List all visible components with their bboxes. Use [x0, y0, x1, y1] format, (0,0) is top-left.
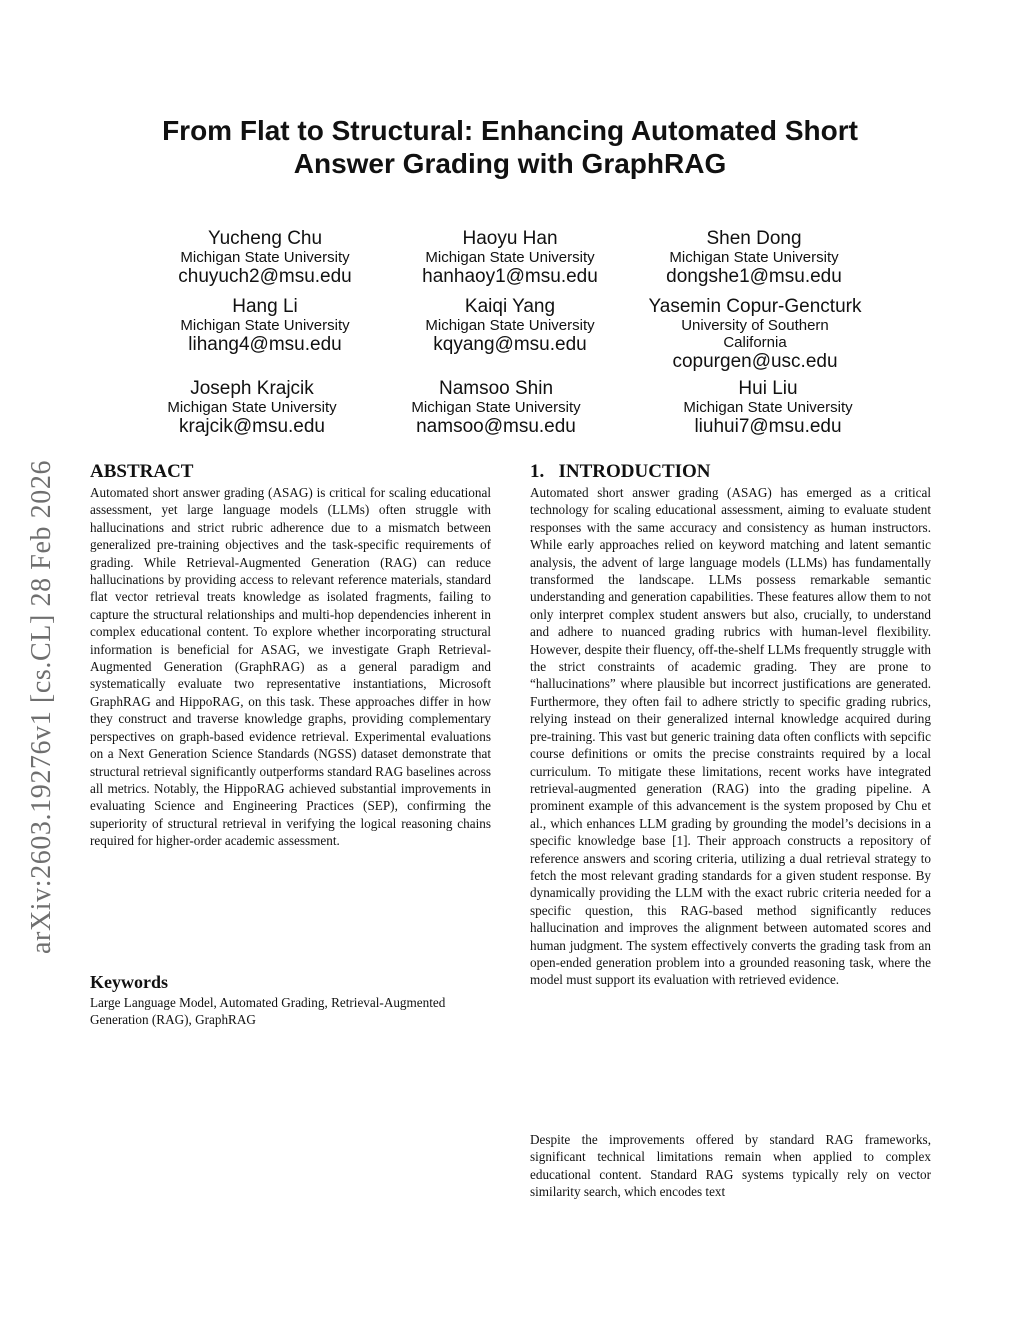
keywords-heading: Keywords: [90, 972, 168, 992]
author-name: Namsoo Shin: [438, 378, 554, 399]
author-affiliation: Michigan State University: [167, 399, 337, 416]
author-block: [390, 296, 630, 355]
author-name: Kaiqi Yang: [464, 296, 556, 317]
author-block: [648, 378, 888, 437]
author-name: Haoyu Han: [462, 228, 558, 249]
author-email: krajcik@msu.edu: [179, 416, 325, 437]
author-block: [634, 228, 874, 287]
author-affiliation: Michigan State University: [180, 317, 350, 334]
author-block: [376, 378, 616, 437]
author-block: [145, 296, 385, 355]
author-affiliation: Michigan State University: [180, 249, 350, 266]
keywords-text: Large Language Model, Automated Grading, Retrieval-Augmented Generation (RAG), GraphRAG: [90, 995, 446, 1028]
author-name: Hang Li: [232, 296, 298, 317]
author-name: Yasemin Copur-Gencturk: [648, 296, 862, 317]
author-email: liuhui7@msu.edu: [694, 416, 842, 437]
author-email: chuyuch2@msu.edu: [178, 266, 352, 287]
author-affiliation: Michigan State University: [411, 399, 581, 416]
author-affiliation: Michigan State University: [683, 399, 853, 416]
author-email: namsoo@msu.edu: [416, 416, 576, 437]
author-affiliation: Michigan State University: [669, 249, 839, 266]
abstract-heading: ABSTRACT: [90, 461, 194, 482]
author-affiliation: Michigan State University: [425, 249, 595, 266]
author-name: Hui Liu: [738, 378, 798, 399]
abstract-text: Automated short answer grading (ASAG) is critical for scaling educational assessment, yet large language models (LLMs) often struggle with hallucinations and strict rubric adherence due to a mismatch between generalized pre-training objectives and the task-specific requirements of grading. While Retrieval-Augmented Generation (RAG) can reduce hallucinations by providing access to relevant reference materials, standard flat vector retrieval treats knowledge as isolated fragments, failing to capture the structural relationships and multi-hop dependencies inherent in complex educational content. To explore whether incorporating structural information is beneficial for ASAG, we investigate Graph Retrieval-Augmented Generation (GraphRAG) as a general paradigm and systematically evaluate two representative instantiations, Microsoft GraphRAG and HippoRAG, on this task. These approaches differ in how they construct and traverse knowledge graphs, providing complementary perspectives on graph-based evidence retrieval. Experimental evaluations on a Next Generation Science Standards (NGSS) dataset demonstrate that structural retrieval significantly outperforms standard RAG baselines across all metrics. Notably, the HippoRAG achieved substantial improvements in evaluating Science and Engineering Practices (SEP), confirming the superiority of structural retrieval in verifying the logical reasoning chains required for higher-order academic assessment.: [90, 485, 492, 849]
author-email: copurgen@usc.edu: [672, 351, 838, 372]
author-email: lihang4@msu.edu: [188, 334, 342, 355]
author-affiliation: Michigan State University: [425, 317, 595, 334]
author-name: Shen Dong: [706, 228, 802, 249]
introduction-heading: 1. INTRODUCTION: [530, 461, 711, 482]
arxiv-identifier: arXiv:2603.19276v1 [cs.CL] 28 Feb 2026: [26, 459, 57, 954]
author-block: [145, 228, 385, 287]
introduction-paragraph: Despite the improvements offered by standard RAG frameworks, significant technical limitations remain when applied to complex educational content. Standard RAG systems typically rely on vector similarity search, which encodes text: [530, 1132, 931, 1200]
author-block: [132, 378, 372, 437]
author-name: Joseph Krajcik: [190, 378, 314, 399]
author-block: [390, 228, 630, 287]
author-email: hanhaoy1@msu.edu: [422, 266, 598, 287]
introduction-paragraph: Automated short answer grading (ASAG) has emerged as a critical technology for scaling educational assessment, aiming to evaluate student responses with the same accuracy and consistency as human instructors. While early approaches relied on keyword matching and latent semantic analysis, the advent of large language models (LLMs) has fundamentally transformed the landscape. LLMs possess remarkable semantic understanding and generation capabilities. These features allow them to not only interpret complex student answers but also, crucially, to understand and adhere to nuanced grading rubrics with human-level flexibility. However, despite their fluency, off-the-shelf LLMs frequently struggle with the strict constraints of academic grading. They are prone to “hallucinations” where plausible but incorrect justifications are generated. Furthermore, they often fail to adhere strictly to specific grading rubrics, relying instead on their generalized internal knowledge acquired during pre-training. This vast but generic training data often conflicts with sepcific course definitions or omits the precise constraints required by a local curriculum. To mitigate these limitations, recent works have integrated retrieval-augmented generation (RAG) into the grading pipeline. A prominent example of this advancement is the system proposed by Chu et al., which enhances LLM grading by grounding the model’s decisions in a specific knowledge base [1]. Their approach constructs a repository of reference answers and scoring criteria, utilizing a dual retrieval strategy to fetch the most relevant grading standards for a given student response. By dynamically providing the LLM with the exact rubric criteria needed for a specific question, this RAG-based method significantly reduces hallucination and improves the alignment between automated scores and human judgment. The system effectively converts the grading task from an open-ended generation problem into a grounded reasoning task, where the model must support its evaluation with retrieved evidence.: [530, 485, 931, 988]
author-email: kqyang@msu.edu: [433, 334, 587, 355]
author-block: [630, 296, 880, 372]
paper-title: From Flat to Structural: Enhancing Automated Short Answer Grading with GraphRAG: [162, 115, 858, 179]
author-affiliation: University of Southern California: [681, 317, 829, 351]
author-email: dongshe1@msu.edu: [666, 266, 842, 287]
author-name: Yucheng Chu: [207, 228, 323, 249]
